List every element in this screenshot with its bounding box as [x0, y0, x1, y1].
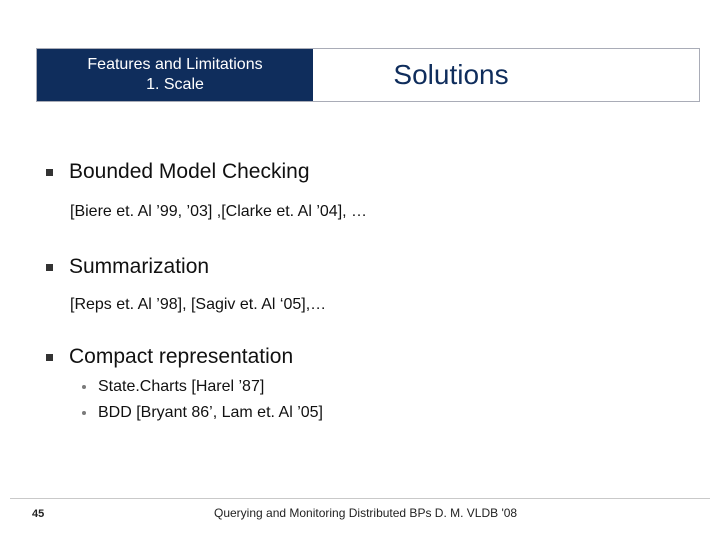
square-bullet-icon: [46, 169, 53, 176]
page-number: 45: [32, 508, 45, 520]
footer-citation: Querying and Monitoring Distributed BPs D. M. VLDB '08: [214, 506, 518, 520]
section-label-box: [37, 49, 313, 101]
sub-bullet-text: State.Charts [Harel ’87]: [98, 378, 265, 395]
bullet-bounded-model-checking: [46, 160, 310, 184]
footer-divider: [10, 498, 710, 499]
bullet-text: Compact representation: [69, 345, 294, 368]
slide-header: [36, 48, 700, 102]
sub-bullet-text: BDD [Bryant 86’, Lam et. Al ’05]: [98, 404, 323, 421]
slide-title: Solutions: [393, 59, 509, 90]
bullet-summarization: [46, 255, 209, 279]
sub-bullet-bdd: [82, 404, 323, 422]
sub-bullet-statecharts: [82, 378, 264, 396]
dot-bullet-icon: [82, 411, 86, 415]
bullet-reference: [Biere et. Al ’99, ’03] ,[Clarke et. Al ’04], …: [70, 203, 368, 220]
section-label-line1: Features and Limitations: [87, 56, 263, 73]
slide-title-box: [313, 49, 699, 101]
bullet-text: Bounded Model Checking: [69, 160, 310, 183]
bullet-compact-representation: [46, 345, 293, 369]
square-bullet-icon: [46, 354, 53, 361]
section-label-line2: 1. Scale: [146, 76, 204, 93]
square-bullet-icon: [46, 264, 53, 271]
bullet-text: Summarization: [69, 255, 210, 278]
dot-bullet-icon: [82, 385, 86, 389]
bullet-reference: [Reps et. Al ’98], [Sagiv et. Al ‘05],…: [70, 296, 327, 313]
